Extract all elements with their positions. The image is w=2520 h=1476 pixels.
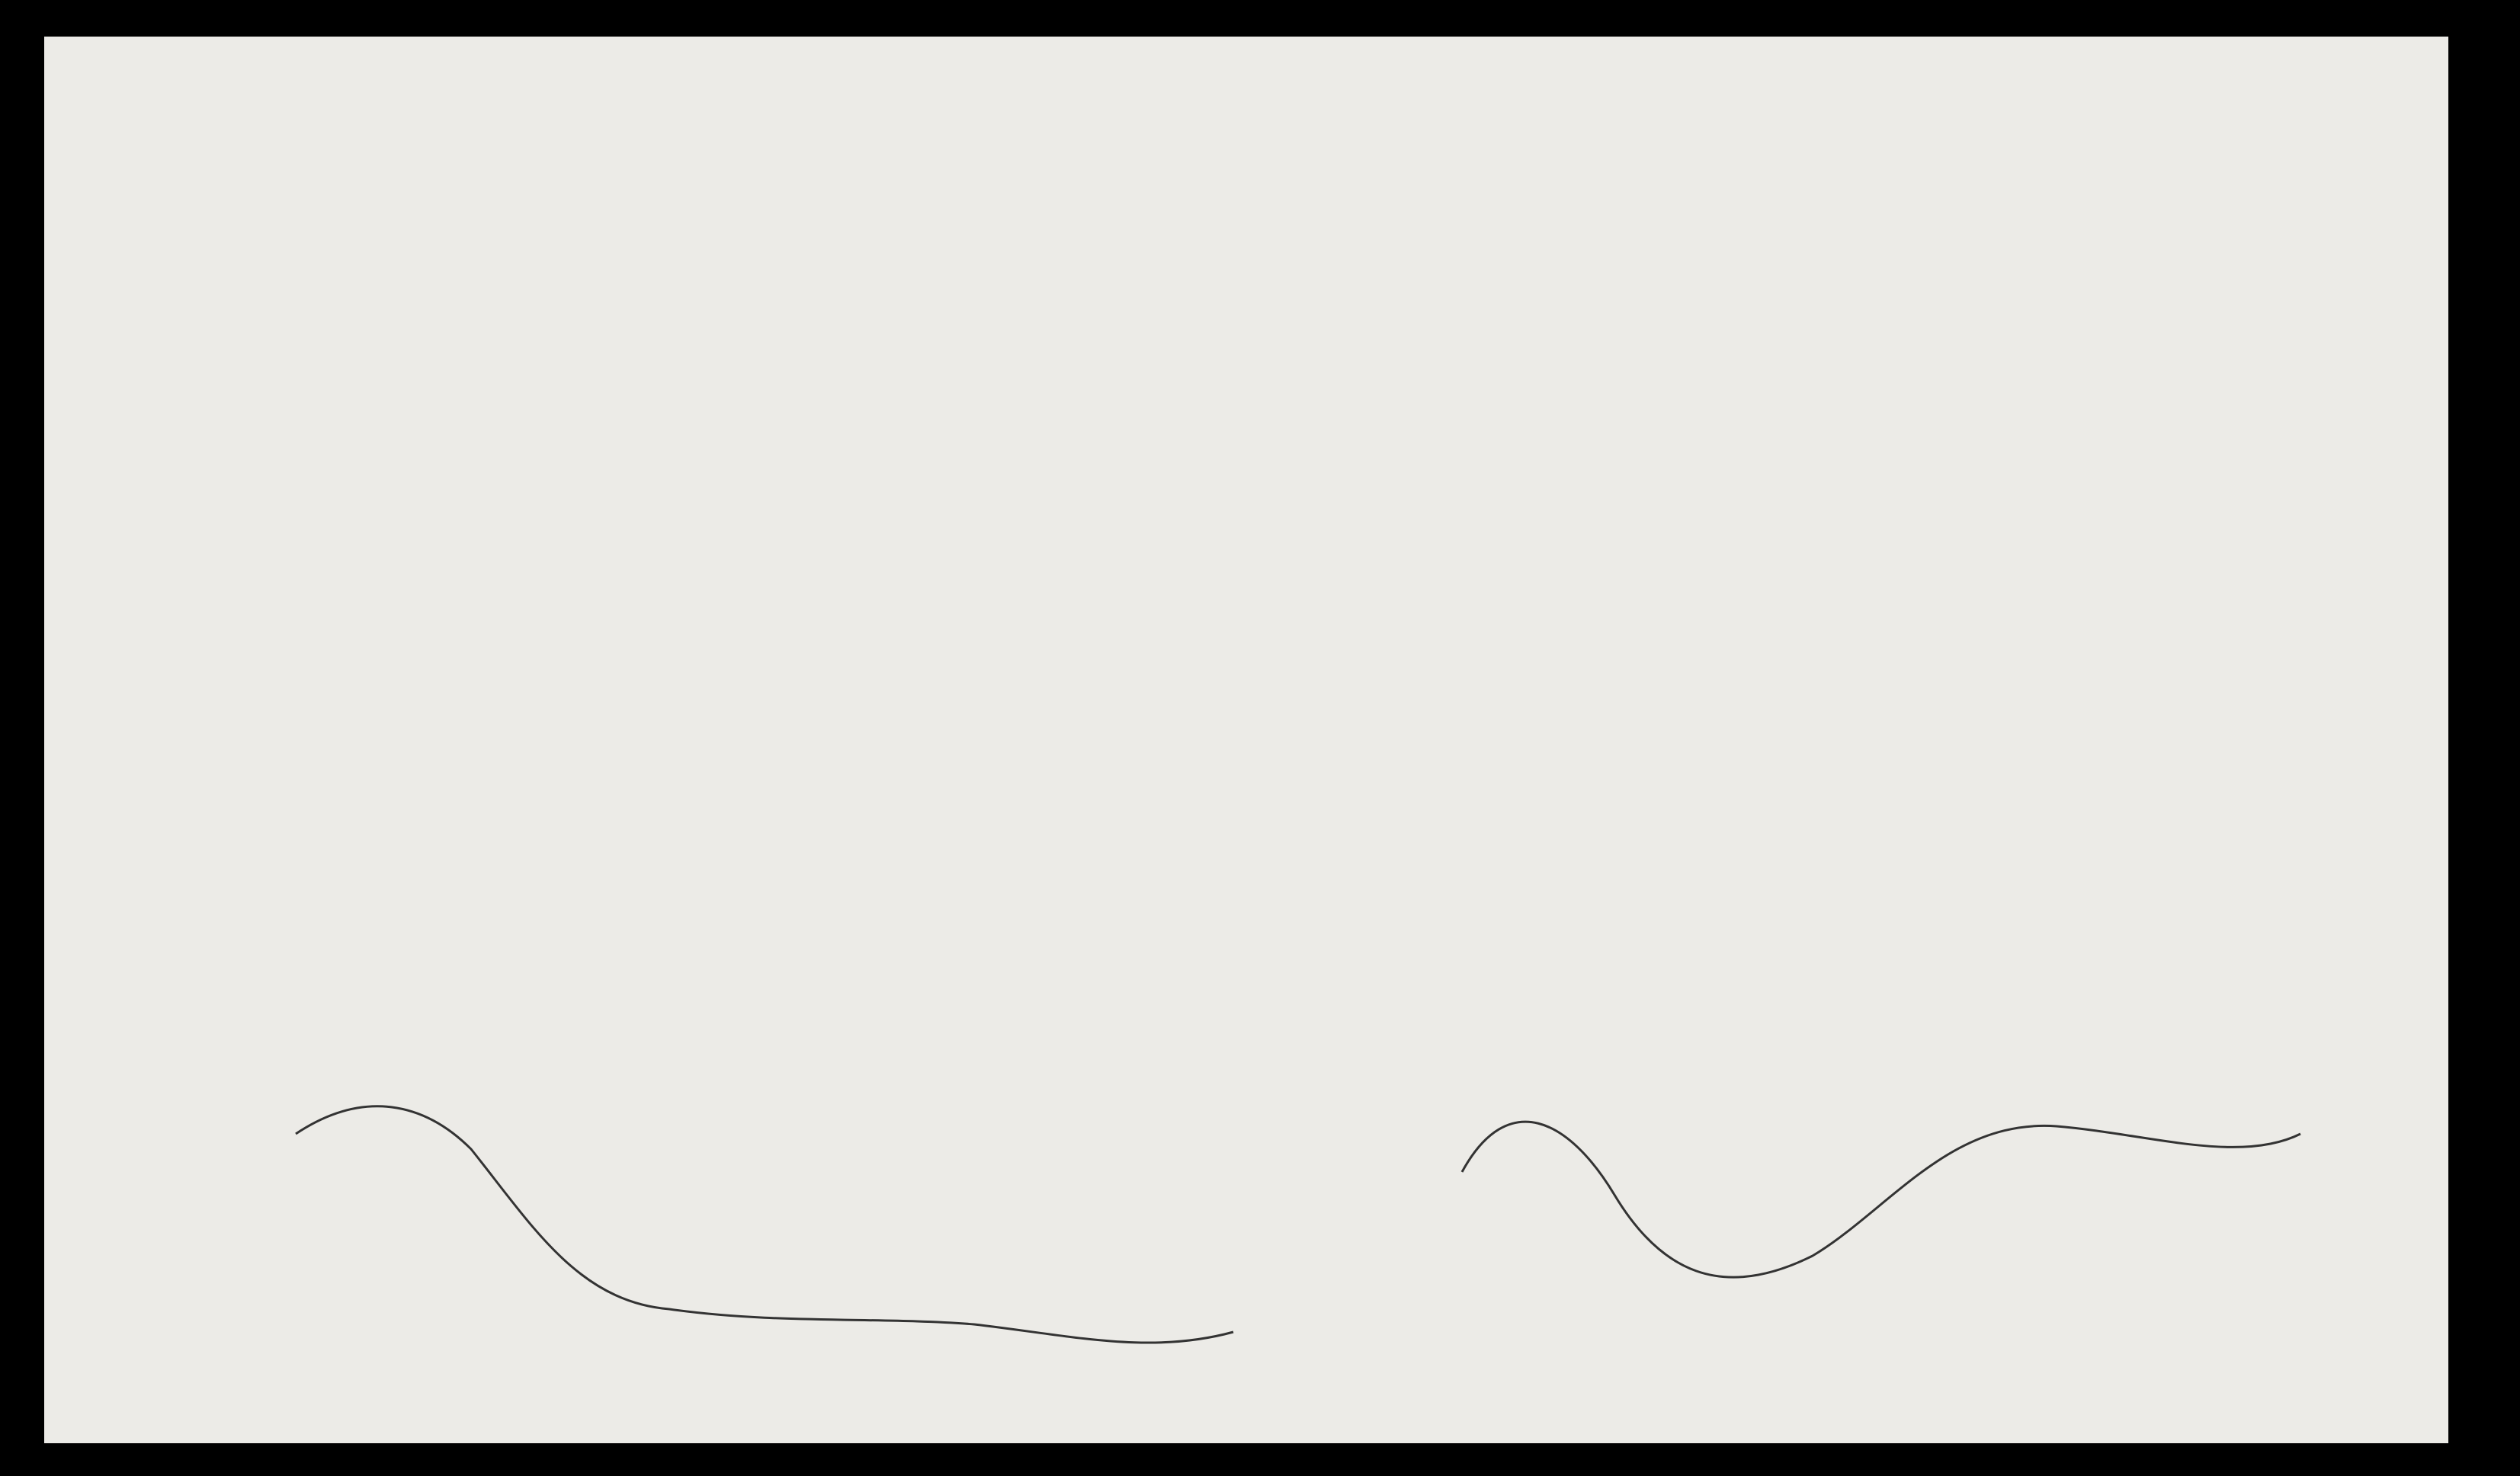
census-card <box>44 37 2448 1443</box>
handwritten-curve <box>44 37 2448 1443</box>
